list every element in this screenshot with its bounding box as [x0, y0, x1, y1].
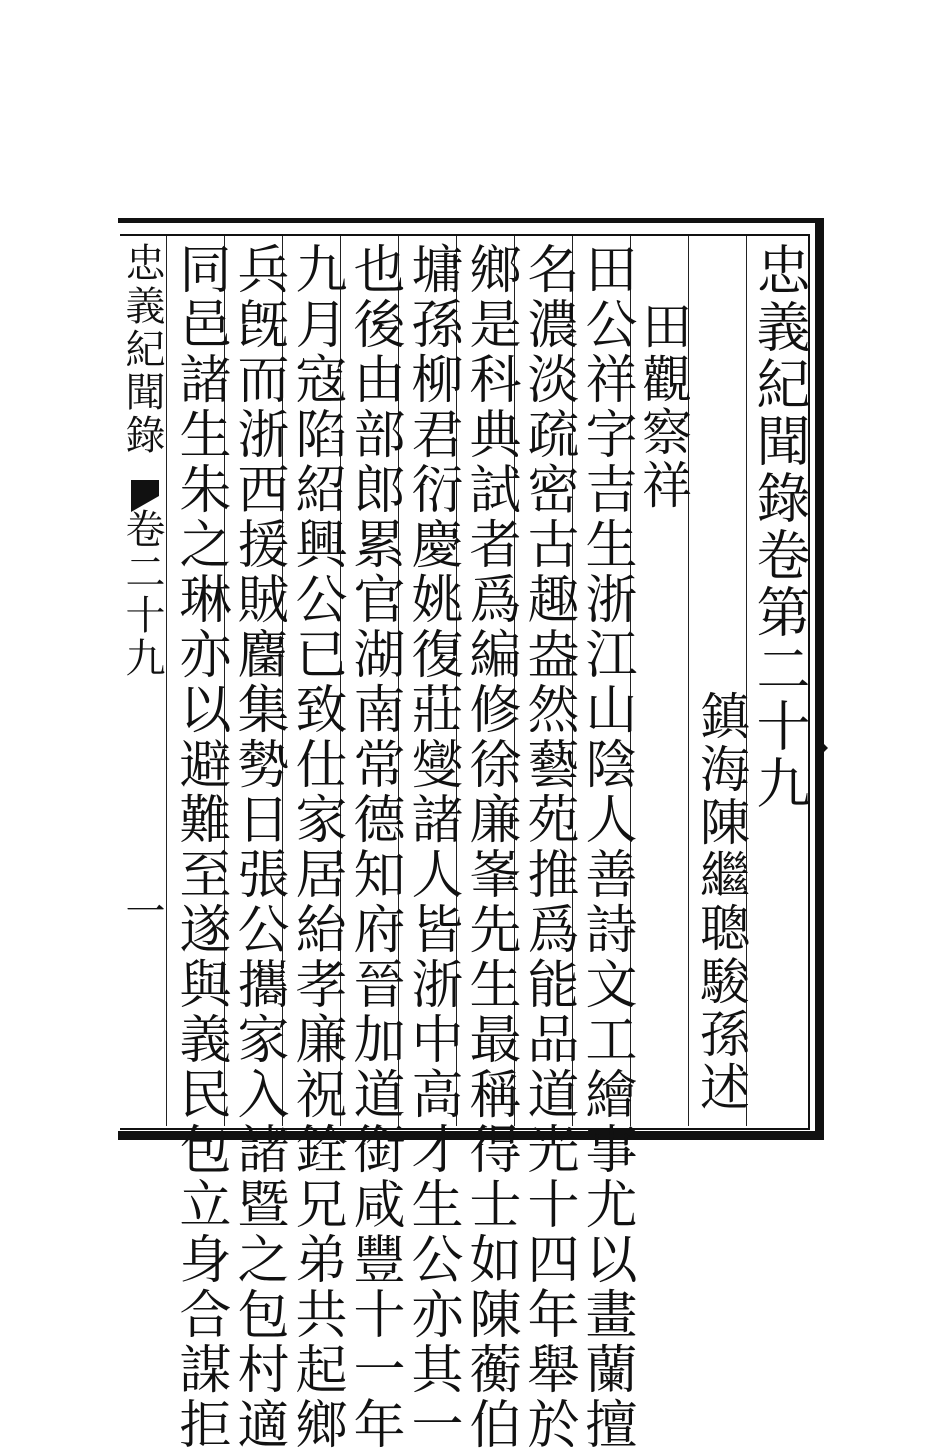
body-line-7: 兵旣而浙西援賊麕集勢日張公攜家入諸暨之包村適: [228, 242, 288, 1452]
edge-notch: [818, 738, 828, 758]
author-attribution: 鎮海陳繼聰駿孫述: [692, 690, 750, 1114]
column-rule: [166, 236, 167, 1126]
volume-label: 卷二十九: [119, 508, 165, 680]
body-line-6: 九月寇陷紹興公已致仕家居紿孝廉祝銓兄弟共起鄉: [286, 242, 346, 1452]
body-line-5: 也後由部郎累官湖南常德知府晉加道銜咸豐十一年: [344, 242, 404, 1452]
body-line-2: 名濃淡疏密古趣盎然藝苑推爲能品道光十四年舉於: [518, 242, 578, 1452]
body-line-8: 同邑諸生朱之琳亦以避難至遂與義民包立身合謀拒: [170, 242, 230, 1452]
chapter-heading: 田觀察祥: [634, 300, 692, 512]
body-line-4: 墉孫柳君衍慶姚復莊燮諸人皆浙中高才生公亦其一: [402, 242, 462, 1452]
page-number: 一: [119, 890, 165, 933]
body-line-3: 鄉是科典試者爲編修徐廉峯先生最稱得士如陳蘅伯: [460, 242, 520, 1452]
body-line-1: 田公祥字吉生浙江山陰人善詩文工繪事尤以畫蘭擅: [576, 242, 636, 1452]
book-title: 忠義紀聞錄卷第二十九: [748, 242, 811, 812]
running-title: 忠義紀聞錄: [119, 242, 165, 457]
